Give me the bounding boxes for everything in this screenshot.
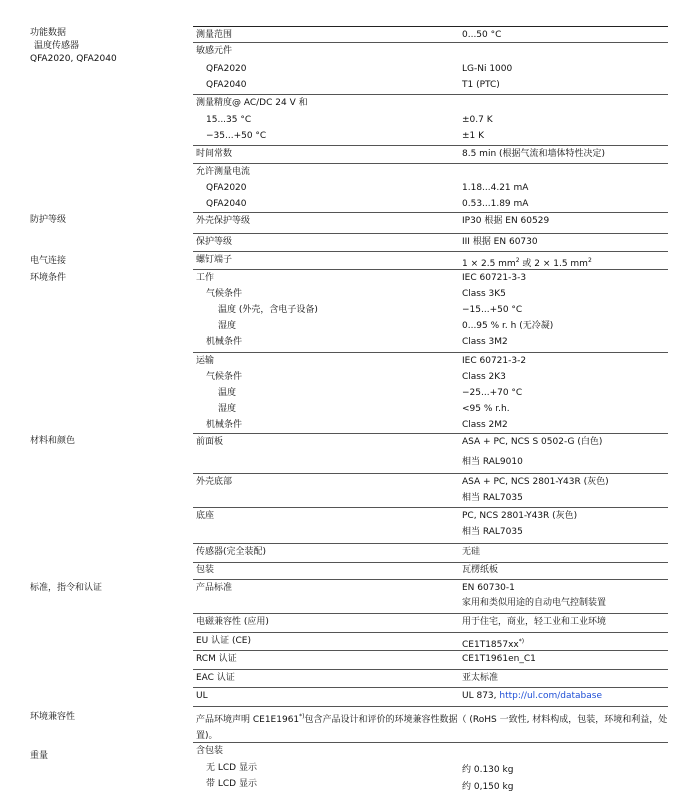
row-divider xyxy=(193,706,668,707)
section-electrical: 电气连接 xyxy=(30,256,67,266)
section-env-compat: 环境兼容性 xyxy=(30,712,76,722)
row-divider xyxy=(193,433,668,434)
accuracy-range-1: 15...35 °C xyxy=(206,115,252,125)
transport-value: IEC 60721-3-2 xyxy=(462,356,527,366)
operation-humidity-label: 湿度 xyxy=(218,321,237,331)
eac-cert-label: EAC 认证 xyxy=(196,673,235,683)
measure-range-value: 0...50 °C xyxy=(462,30,502,40)
emc-label: 电磁兼容性 (应用) xyxy=(196,617,269,627)
rcm-cert-value: CE1T1961en_C1 xyxy=(462,654,536,664)
front-panel-label: 前面板 xyxy=(196,437,224,447)
terminals-label: 螺钉端子 xyxy=(196,255,233,265)
eac-cert-value: 亚太标准 xyxy=(462,673,499,683)
operation-humidity-value: 0...95 % r. h (无冷凝) xyxy=(462,321,554,331)
operation-climatic-value: Class 3K5 xyxy=(462,289,506,299)
sensing-element-label: 敏感元件 xyxy=(196,46,233,56)
time-constant-value: 8.5 min (根据气流和墙体特性决定) xyxy=(462,149,606,159)
housing-base-label: 外壳底部 xyxy=(196,477,233,487)
transport-mechanical-value: Class 2M2 xyxy=(462,420,508,430)
operation-mechanical-label: 机械条件 xyxy=(206,337,243,347)
transport-climatic-value: Class 2K3 xyxy=(462,372,506,382)
ul-database-link[interactable]: http://ul.com/database xyxy=(499,691,602,701)
sensing-qfa2020-value: LG-Ni 1000 xyxy=(462,64,513,74)
row-divider xyxy=(193,233,668,234)
sensing-qfa2040-value: T1 (PTC) xyxy=(462,80,500,90)
transport-label: 运输 xyxy=(196,356,215,366)
eu-cert-label: EU 认证 (CE) xyxy=(196,636,251,646)
section-protection: 防护等级 xyxy=(30,215,67,225)
current-qfa2040-value: 0.53...1.89 mA xyxy=(462,199,529,209)
row-divider xyxy=(193,669,668,670)
packaging-value: 瓦楞纸板 xyxy=(462,565,499,575)
housing-base-value: ASA + PC, NCS 2801-Y43R (灰色) xyxy=(462,477,609,487)
transport-humidity-label: 湿度 xyxy=(218,404,237,414)
accuracy-value-2: ±1 K xyxy=(462,131,485,141)
current-qfa2040-label: QFA2040 xyxy=(206,199,247,209)
row-divider xyxy=(193,562,668,563)
row-divider xyxy=(193,145,668,146)
row-divider xyxy=(193,163,668,164)
row-divider xyxy=(193,613,668,614)
row-divider xyxy=(193,42,668,43)
transport-mechanical-label: 机械条件 xyxy=(206,420,243,430)
row-divider xyxy=(193,579,668,580)
operation-label: 工作 xyxy=(196,273,215,283)
protection-class-value: III 根据 EN 60730 xyxy=(462,237,538,247)
terminals-value: 1 × 2.5 $mm^2$ 或 2 × 1.5 $mm^2$ xyxy=(462,257,592,269)
sensing-qfa2040-label: QFA2040 xyxy=(206,80,247,90)
env-declaration-text: 产品环境声明 CE1E1961*)包含产品设计和评价的环境兼容性数据（ (RoHS 一致性, 材料构成，包装，环境和利益，处置)。 xyxy=(196,713,668,741)
sensor-value: 无硅 xyxy=(462,547,481,557)
current-label: 允许测量电流 xyxy=(196,167,251,177)
base-value-2: 相当 RAL7035 xyxy=(462,527,523,537)
row-divider xyxy=(193,212,668,213)
section-standards: 标准，指令和认证 xyxy=(30,583,103,593)
base-value: PC, NCS 2801-Y43R (灰色) xyxy=(462,511,578,521)
row-divider xyxy=(193,632,668,633)
eu-cert-value: CE1T1857xx*) xyxy=(462,638,525,650)
operation-temp-label: 温度 (外壳，含电子设备) xyxy=(218,305,318,315)
operation-climatic-label: 气候条件 xyxy=(206,289,243,299)
accuracy-range-2: −35...+50 °C xyxy=(206,131,267,141)
ul-value: UL 873, http://ul.com/database xyxy=(462,691,602,701)
accuracy-value-1: ±0.7 K xyxy=(462,115,493,125)
current-qfa2020-label: QFA2020 xyxy=(206,183,247,193)
transport-humidity-value: <95 % r.h. xyxy=(462,404,510,414)
operation-value: IEC 60721-3-3 xyxy=(462,273,527,283)
sensing-qfa2020-label: QFA2020 xyxy=(206,64,247,74)
transport-temp-label: 温度 xyxy=(218,388,237,398)
housing-protection-value: IP30 根据 EN 60529 xyxy=(462,216,550,226)
product-standard-value-2: 家用和类似用途的自动电气控制装置 xyxy=(462,598,607,608)
ul-label: UL xyxy=(196,691,208,701)
row-divider xyxy=(193,352,668,353)
current-qfa2020-value: 1.18...4.21 mA xyxy=(462,183,529,193)
packaging-label: 包装 xyxy=(196,565,215,575)
section-weight: 重量 xyxy=(30,751,49,761)
transport-temp-value: −25...+70 °C xyxy=(462,388,523,398)
weight-with-lcd-label: 带 LCD 显示 xyxy=(206,779,257,789)
row-divider xyxy=(193,687,668,688)
base-label: 底座 xyxy=(196,511,215,521)
weight-no-lcd-label: 无 LCD 显示 xyxy=(206,763,257,773)
table-top-rule xyxy=(193,26,668,27)
operation-temp-value: −15...+50 °C xyxy=(462,305,523,315)
weight-no-lcd-value: 约 0.130 kg xyxy=(462,765,514,775)
section-function-data: 功能数据 温度传感器 QFA2020, QFA2040 xyxy=(30,28,117,64)
front-panel-value: ASA + PC, NCS S 0502-G (白色) xyxy=(462,437,603,447)
rcm-cert-label: RCM 认证 xyxy=(196,654,237,664)
housing-base-value-2: 相当 RAL7035 xyxy=(462,493,523,503)
time-constant-label: 时间常数 xyxy=(196,149,233,159)
row-divider xyxy=(193,543,668,544)
housing-protection-label: 外壳保护等级 xyxy=(196,216,251,226)
row-divider xyxy=(193,507,668,508)
emc-value: 用于住宅，商业，轻工业和工业环境 xyxy=(462,617,607,627)
row-divider xyxy=(193,94,668,95)
row-divider xyxy=(193,251,668,252)
front-panel-value-2: 相当 RAL9010 xyxy=(462,457,523,467)
product-standard-value: EN 60730-1 xyxy=(462,583,515,593)
weight-with-lcd-value: 约 0,150 kg xyxy=(462,782,514,792)
section-material: 材料和颜色 xyxy=(30,436,76,446)
transport-climatic-label: 气候条件 xyxy=(206,372,243,382)
row-divider xyxy=(193,473,668,474)
accuracy-label: 测量精度@ AC/DC 24 V 和 xyxy=(196,98,308,108)
product-standard-label: 产品标准 xyxy=(196,583,233,593)
operation-mechanical-value: Class 3M2 xyxy=(462,337,508,347)
measure-range-label: 测量范围 xyxy=(196,30,233,40)
protection-class-label: 保护等级 xyxy=(196,237,233,247)
sensor-label: 传感器(完全装配) xyxy=(196,547,267,557)
weight-with-packaging-label: 含包装 xyxy=(196,746,224,756)
section-environment: 环境条件 xyxy=(30,273,67,283)
